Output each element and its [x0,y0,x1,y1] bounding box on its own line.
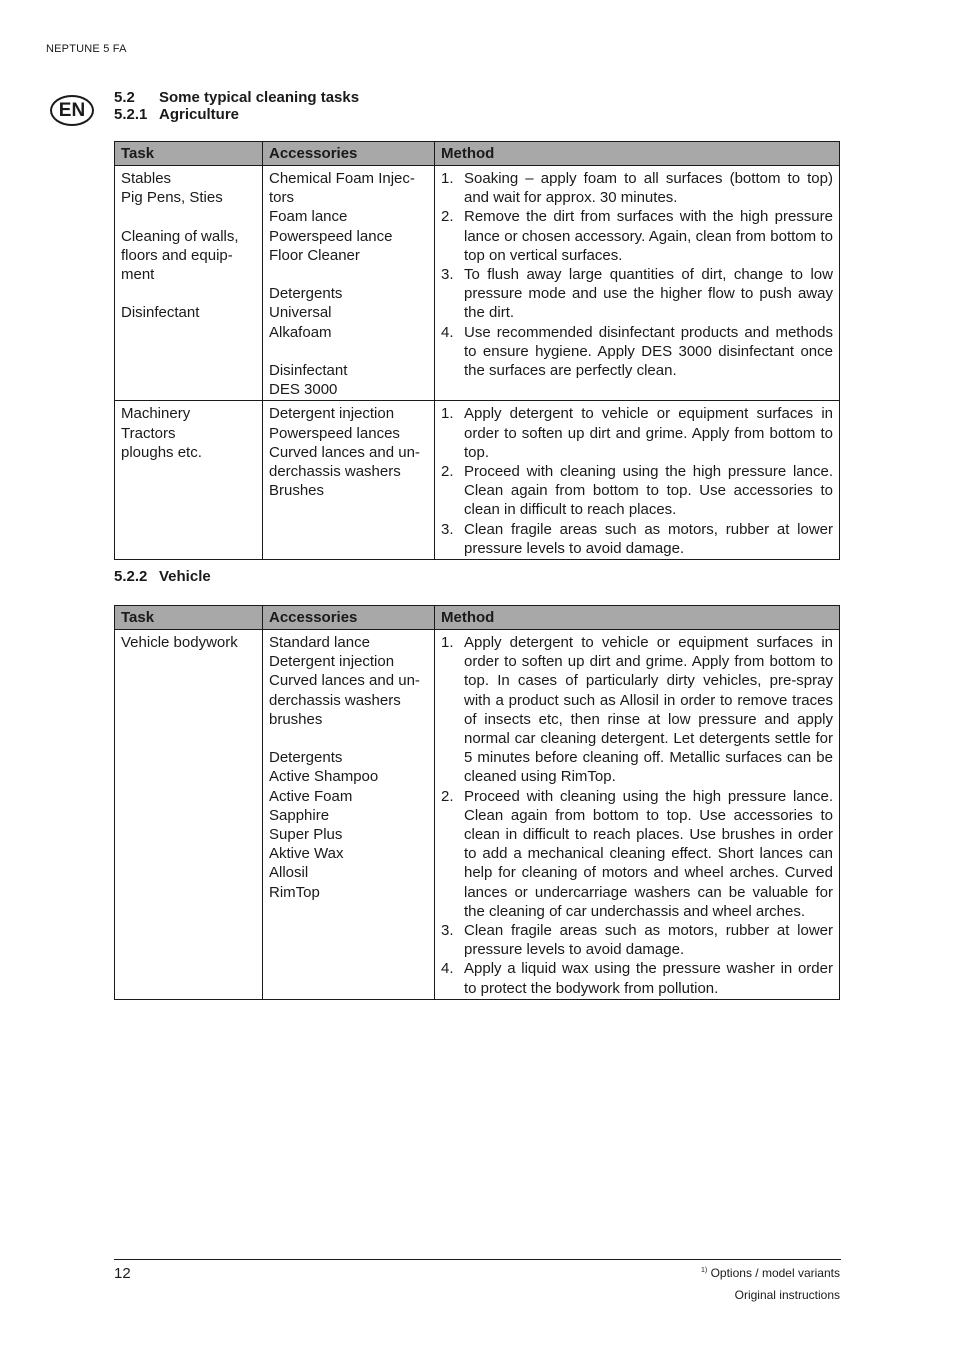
vehicle-table [114,605,840,1000]
method-step [441,921,833,959]
task-cell [115,166,263,401]
task-cell [115,401,263,560]
method-cell [435,166,840,401]
section-heading-5-2 [114,89,359,106]
accessory-line: Disinfectant [269,362,348,379]
step-number: 3. [441,922,454,940]
document-title: NEPTUNE 5 FA [46,43,127,55]
method-step [441,520,833,558]
column-header-method: Method [435,606,840,630]
step-text: Proceed with cleaning using the high pressure lance. Clean again from bottom to top. Use accessories to clean in difficult to reach places. Use brushes in order to add a mechanical cleaning effect. Short lances can help for cleaning of motors and wheel arches. Curved lances or undercarriage washers can be valuable for the cleaning of car underchassis and wheel arches. [464,787,833,920]
column-header-task: Task [115,142,263,166]
accessory-line: Powerspeed lance [269,227,393,245]
step-text: Proceed with cleaning using the high pressure lance. Clean again from bottom to top. Use accessories to clean in difficult to reach places. [464,463,833,519]
task-line: Stables [121,170,172,187]
accessory-line: RimTop [269,883,320,901]
section-heading-5-2-2 [114,568,211,585]
task-line [121,284,256,303]
step-text: Apply a liquid wax using the pressure washer in order to protect the bodywork from pollution. [464,960,833,997]
accessories-cell [263,630,435,1000]
footnote [701,1266,840,1280]
accessory-line: Active Foam [269,787,353,805]
step-number: 1. [441,634,454,651]
accessory-line: Curved lances and un- [269,443,420,461]
accessory-line: Curved lances and un- [269,672,420,690]
table-row [115,166,840,401]
method-steps [441,169,833,380]
method-steps [441,404,833,558]
footnote-marker: 1) [701,1267,708,1274]
accessory-line [269,729,428,748]
method-cell [435,401,840,560]
accessories-cell [263,166,435,401]
step-number: 1. [441,170,454,187]
accessory-line: Foam lance [269,208,348,226]
step-number: 4. [441,323,454,341]
accessory-line: derchassis washers [269,463,401,481]
method-step [441,404,833,462]
accessory-line: Brushes [269,482,325,500]
accessory-line: Floor Cleaner [269,246,360,264]
step-text: Soaking – apply foam to all surfaces (bottom to top) and wait for approx. 30 minutes. [464,170,833,207]
accessory-line: derchassis washers [269,691,401,709]
step-text: Remove the dirt from surfaces with the high pressure lance or chosen accessory. Again, clean from bottom to top on vertical surfaces. [464,208,833,264]
step-text: Apply detergent to vehicle or equipment surfaces in order to soften up dirt and grime. Apply from bottom to top. In cases of particularly dirty vehicles, pre-spray with a product such as Allosil in order to remove traces of insects etc, then rinse at low pressure and apply normal car cleaning detergent. Let detergents settle for 5 minutes before cleaning off. Metallic surfaces can be cleaned using RimTop. [464,634,833,786]
section-title: Agriculture [159,106,240,123]
step-number: 3. [441,520,454,538]
step-number: 2. [441,463,454,481]
accessory-line: Sapphire [269,806,330,824]
step-number: 2. [441,787,454,805]
column-header-task: Task [115,606,263,630]
accessory-line: Super Plus [269,826,343,844]
method-step [441,265,833,323]
step-number: 4. [441,960,454,978]
accessory-line: Active Shampoo [269,768,379,786]
agriculture-table [114,141,840,560]
accessory-line: tors [269,189,295,207]
accessory-line [269,342,428,361]
accessories-cell [263,401,435,560]
task-line [121,207,256,226]
step-text: Use recommended disinfectant products and methods to ensure hygiene. Apply DES 3000 disinfectant once the surfaces are perfectly clean. [464,323,833,380]
method-cell [435,630,840,1000]
task-line: Machinery [121,405,191,423]
step-number: 2. [441,208,454,226]
accessory-line: Detergent injection [269,405,395,423]
method-step [441,169,833,207]
task-line: ploughs etc. [121,443,202,461]
column-header-accessories: Accessories [263,606,435,630]
method-steps [441,633,833,998]
method-step [441,787,833,921]
method-step [441,462,833,520]
accessory-line: Aktive Wax [269,845,344,863]
footer-divider [114,1259,841,1260]
task-line: Vehicle bodywork [121,634,238,651]
accessory-line: Detergent injection [269,653,395,671]
task-cell [115,630,263,1000]
task-line: floors and equip- [121,246,233,264]
accessory-line: Universal [269,304,332,322]
step-text: To flush away large quantities of dirt, change to low pressure mode and use the higher flow to push away the dirt. [464,266,833,322]
step-number: 1. [441,405,454,423]
accessory-line: Detergents [269,749,343,767]
accessory-line: Allosil [269,864,309,882]
table-row [115,401,840,560]
table-row [115,630,840,1000]
page-number: 12 [114,1265,131,1282]
accessory-line: DES 3000 [269,381,338,399]
task-line: Cleaning of walls, [121,227,239,245]
section-number: 5.2 [114,89,135,106]
step-text: Clean fragile areas such as motors, rubber at lower pressure levels to avoid damage. [464,922,833,959]
task-line: Pig Pens, Sties [121,189,223,207]
language-badge: EN [50,95,94,126]
section-heading-5-2-1 [114,106,239,123]
accessory-line: Powerspeed lances [269,424,400,442]
accessory-line: Standard lance [269,634,370,651]
method-step [441,207,833,265]
accessory-line: brushes [269,710,323,728]
original-instructions-note: Original instructions [734,1288,840,1302]
footnote-text: Options / model variants [710,1266,840,1280]
task-line: Disinfectant [121,304,200,322]
task-line: ment [121,266,155,283]
section-title: Some typical cleaning tasks [159,89,360,106]
method-step [441,633,833,787]
task-line: Tractors [121,424,176,442]
method-step [441,959,833,997]
section-number: 5.2.1 [114,106,148,123]
method-step [441,323,833,381]
table-header-row [115,606,840,630]
accessory-line: Chemical Foam Injec- [269,170,415,187]
column-header-method: Method [435,142,840,166]
table-header-row [115,142,840,166]
accessory-line: Detergents [269,285,343,303]
step-number: 3. [441,266,454,284]
step-text: Apply detergent to vehicle or equipment surfaces in order to soften up dirt and grime. Apply from bottom to top. [464,405,833,461]
accessory-line [269,265,428,284]
section-title: Vehicle [159,568,211,585]
section-number: 5.2.2 [114,568,148,585]
column-header-accessories: Accessories [263,142,435,166]
accessory-line: Alkafoam [269,323,332,341]
step-text: Clean fragile areas such as motors, rubber at lower pressure levels to avoid damage. [464,520,833,557]
